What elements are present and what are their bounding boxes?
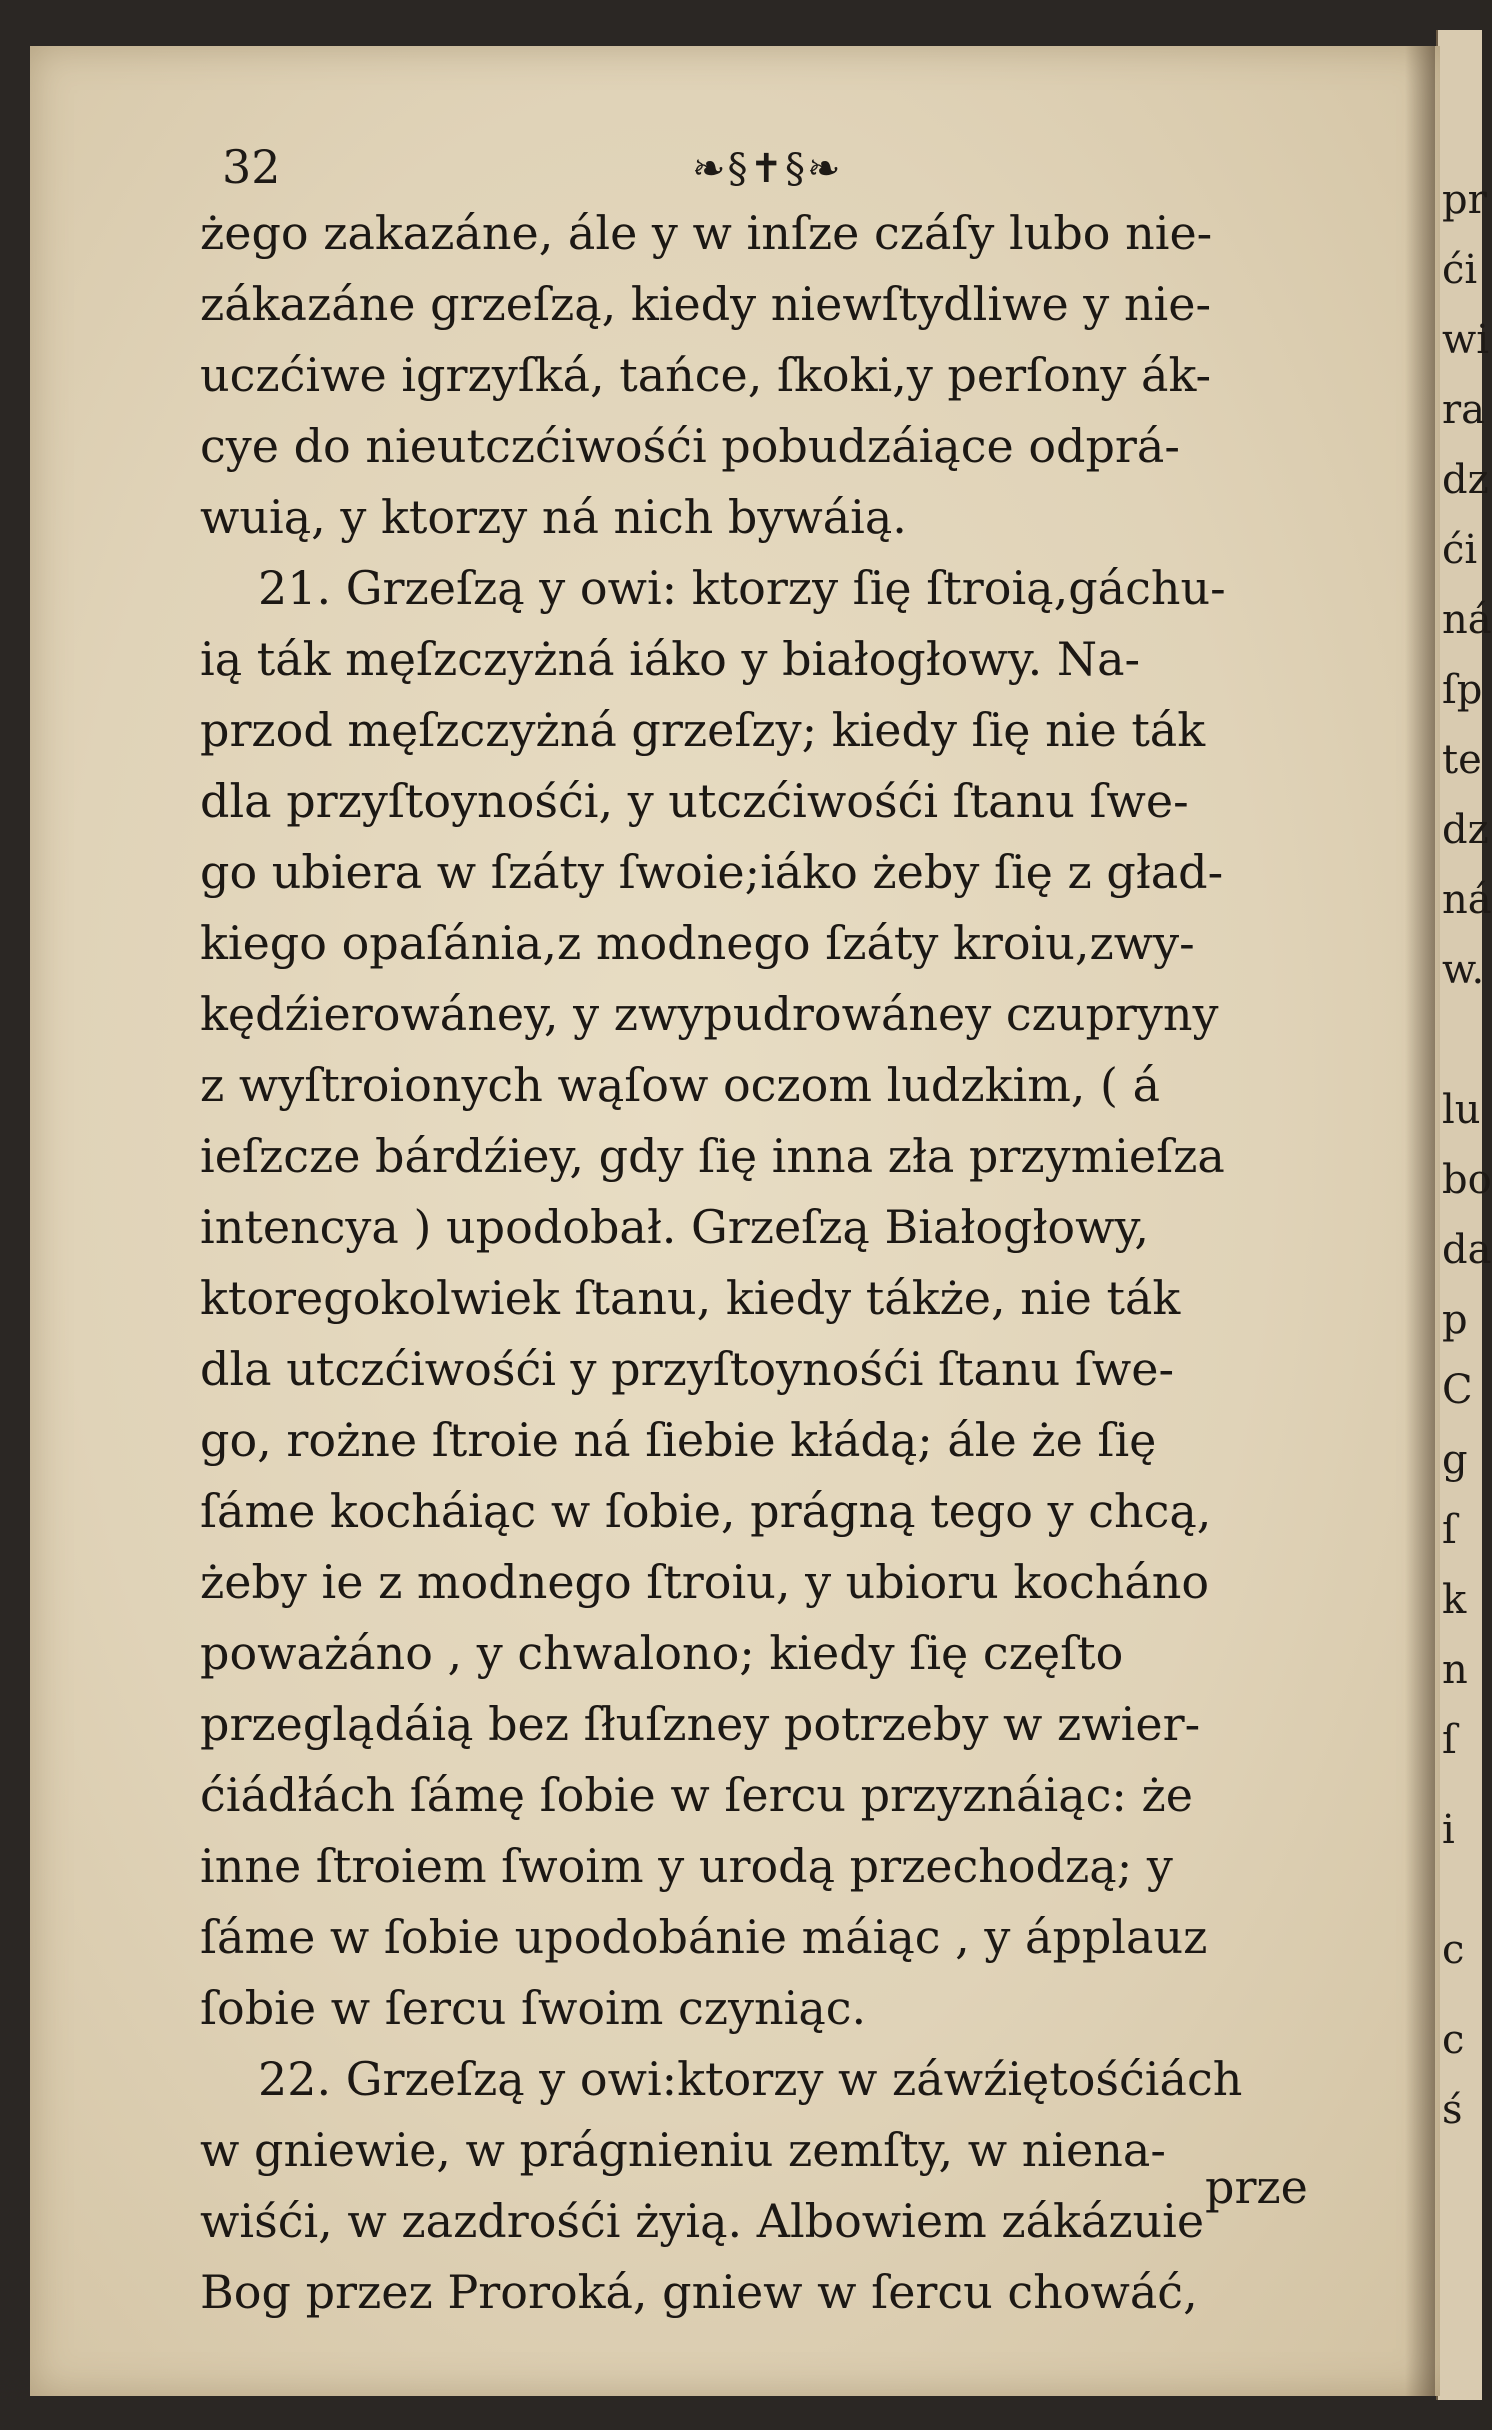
text-line: ćiádłách ſámę ſobie w ſercu przyznáiąc: że [200, 1768, 1193, 1822]
text-line: 22. Grzeſzą y owi:ktorzy w záwźiętośćiách [258, 2052, 1243, 2106]
text-line: ią ták męſzczyżná iáko y białogłowy. Na- [200, 632, 1141, 686]
text-line: ktoregokolwiek ſtanu, kiedy tákże, nie ták [200, 1271, 1181, 1325]
text-line: Bog przez Proroká, gniew w ſercu chowáć, [200, 2265, 1198, 2319]
text-line: ſáme kocháiąc w ſobie, prágną tego y chcą, [200, 1484, 1212, 1538]
facing-page-edge [1436, 30, 1492, 2400]
facing-page-fragment: C [1442, 1367, 1473, 1413]
text-line: go, rożne ſtroie ná ſiebie kłádą; ále że ſię [200, 1413, 1157, 1467]
text-line: dla przyſtoynośći, y utczćiwośći ſtanu ſwe- [200, 774, 1189, 828]
text-line: ſobie w ſercu ſwoim czyniąc. [200, 1981, 867, 2035]
facing-page-fragment: dz [1442, 807, 1489, 853]
facing-page-fragment: i [1442, 1807, 1455, 1853]
text-line: ſáme w ſobie upodobánie máiąc , y ápplauz [200, 1910, 1208, 1964]
facing-page-fragment: ći [1442, 247, 1478, 293]
facing-page-fragment: ſ [1442, 1507, 1457, 1553]
text-line: w gniewie, w prágnieniu zemſty, w niena- [200, 2123, 1166, 2177]
text-line: ieſzcze bárdźiey, gdy ſię inna zła przymieſza [200, 1129, 1225, 1183]
facing-page-fragment: lu [1442, 1087, 1481, 1133]
text-line: kiego opaſánia,z modnego ſzáty kroiu,zwy- [200, 916, 1195, 970]
header-ornament: ❧§✝§❧ [692, 146, 843, 192]
facing-page-fragment: n [1442, 1647, 1468, 1693]
text-line: cye do nieutczćiwośći pobudzáiące odprá- [200, 419, 1180, 473]
facing-page-fragment: ś [1442, 2087, 1463, 2133]
facing-page-fragment: w. [1442, 947, 1485, 993]
body-text [200, 198, 1415, 2328]
facing-page-fragment: pr [1442, 177, 1487, 223]
facing-page-fragment: c [1442, 2017, 1465, 2063]
text-line: zákazáne grzeſzą, kiedy niewſtydliwe y nie- [200, 277, 1212, 331]
page-number: 32 [222, 140, 281, 194]
catchword: prze [1205, 2160, 1308, 2214]
facing-page-fragment: wi [1442, 317, 1490, 363]
text-line: żeby ie z modnego ſtroiu, y ubioru kocháno [200, 1555, 1210, 1609]
text-line: dla utczćiwośći y przyſtoynośći ſtanu ſwe- [200, 1342, 1175, 1396]
facing-page-fragment: ći [1442, 527, 1478, 573]
facing-page-fragment: ná [1442, 597, 1492, 643]
text-line: żego zakazáne, ále y w inſze czáſy lubo nie- [200, 206, 1213, 260]
facing-page-fragment: dz [1442, 457, 1489, 503]
text-line: inne ſtroiem ſwoim y urodą przechodzą; y [200, 1839, 1173, 1893]
facing-page-fragment: ſ [1442, 1717, 1457, 1763]
text-line: 21. Grzeſzą y owi: ktorzy ſię ſtroią,gáchu- [258, 561, 1226, 615]
text-line: go ubiera w ſzáty ſwoie;iáko żeby ſię z gład- [200, 845, 1224, 899]
text-line: kędźierowáney, y zwypudrowáney czupryny [200, 987, 1219, 1041]
facing-page-fragment: k [1442, 1577, 1467, 1623]
facing-page-fragment: te [1442, 737, 1482, 783]
text-line: z wyſtroionych wąſow oczom ludzkim, ( á [200, 1058, 1161, 1112]
facing-page-fragment: c [1442, 1927, 1465, 1973]
facing-page-fragment: ſp [1442, 667, 1483, 713]
text-line: intencya ) upodobał. Grzeſzą Białogłowy, [200, 1200, 1149, 1254]
facing-page-fragment: ra [1442, 387, 1485, 433]
text-line: uczćiwe igrzyſká, tańce, ſkoki,y perſony ák- [200, 348, 1212, 402]
facing-page-fragment: bo [1442, 1157, 1492, 1203]
text-line: poważáno , y chwalono; kiedy ſię częſto [200, 1626, 1124, 1680]
text-line: przod męſzczyżná grzeſzy; kiedy ſię nie ták [200, 703, 1206, 757]
facing-page-fragment: da [1442, 1227, 1492, 1273]
page-header [222, 140, 1422, 200]
text-line: wiśći, w zazdrośći żyią. Albowiem zákázuie [200, 2194, 1205, 2248]
facing-page-fragment: g [1442, 1437, 1468, 1483]
text-line: wuią, y ktorzy ná nich bywáią. [200, 490, 907, 544]
facing-page-fragment: p [1442, 1297, 1468, 1343]
text-line: przeglądáią bez ſłuſzney potrzeby w zwier- [200, 1697, 1201, 1751]
facing-page-fragment: ná [1442, 877, 1492, 923]
